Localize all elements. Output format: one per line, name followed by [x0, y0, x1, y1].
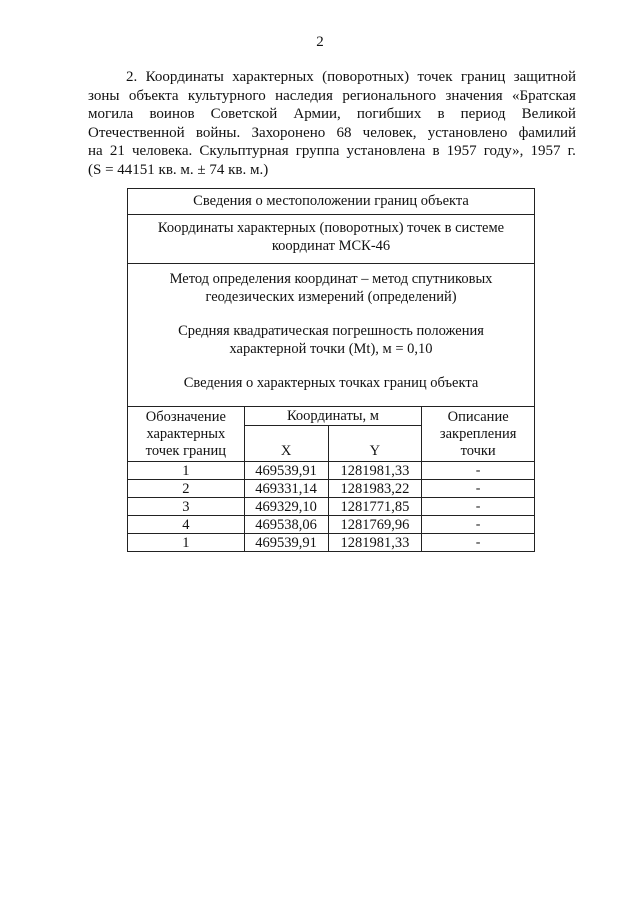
point-id: 4 — [128, 516, 245, 534]
point-x: 469538,06 — [244, 516, 328, 534]
table-row — [128, 462, 535, 480]
header-line: Обозначение — [145, 409, 226, 425]
paragraph-line — [88, 142, 576, 161]
error-line: Средняя квадратическая погрешность положения — [178, 323, 484, 339]
word: установлено — [427, 124, 508, 141]
coordinate-system-line: координат МСК-46 — [271, 238, 391, 254]
point-description: - — [422, 498, 535, 516]
page-number: 2 — [316, 34, 324, 50]
word: 1957 — [530, 143, 561, 159]
word: наследия — [275, 87, 333, 104]
point-id: 2 — [128, 480, 245, 498]
word: году», — [483, 143, 524, 159]
table-row — [128, 534, 535, 552]
y-column-header: Y — [328, 426, 422, 462]
point-description: - — [422, 534, 535, 552]
point-id: 3 — [128, 498, 245, 516]
word: Координаты — [145, 69, 224, 85]
point-x: 469331,14 — [244, 480, 328, 498]
point-description: - — [422, 462, 535, 480]
designation-column-header — [128, 407, 245, 462]
coordinate-system-line: Координаты характерных (поворотных) точек в системе — [157, 220, 505, 236]
error-line: характерной точки (Mt), м = 0,10 — [229, 341, 433, 357]
word: 1957 — [446, 143, 477, 159]
header-line: Описание — [447, 409, 509, 425]
word: значения — [445, 87, 503, 104]
point-x: 469539,91 — [244, 534, 328, 552]
table-row — [128, 516, 535, 534]
table-row — [128, 480, 535, 498]
header-line: закрепления — [439, 426, 517, 442]
point-x: 469329,10 — [244, 498, 328, 516]
word: Великой — [521, 106, 576, 122]
word: защитной — [513, 69, 576, 85]
word: установлена — [346, 143, 426, 159]
word: характерных — [232, 69, 314, 85]
point-x: 469539,91 — [244, 462, 328, 480]
point-y: 1281983,22 — [328, 480, 422, 498]
coordinate-system-cell — [128, 215, 535, 264]
word: на — [88, 143, 103, 159]
intro-paragraph — [88, 68, 576, 179]
point-y: 1281771,85 — [328, 498, 422, 516]
header-line: точки — [460, 443, 496, 459]
word: точек — [417, 69, 453, 85]
coordinates-column-header: Координаты, м — [244, 407, 422, 426]
point-y: 1281769,96 — [328, 516, 422, 534]
x-column-header: X — [244, 426, 328, 462]
location-header: Сведения о местоположении границ объекта — [128, 189, 535, 215]
paragraph-line — [88, 68, 576, 87]
word: группа — [295, 143, 340, 159]
word: культурного — [187, 87, 266, 104]
point-description: - — [422, 480, 535, 498]
word: человек, — [362, 124, 417, 141]
point-id: 1 — [128, 462, 245, 480]
points-header: Сведения о характерных точках границ объекта — [183, 375, 479, 391]
header-line: характерных — [146, 426, 226, 442]
boundary-points-table — [127, 188, 535, 552]
word: зоны — [88, 87, 120, 104]
point-y: 1281981,33 — [328, 534, 422, 552]
word: границ — [460, 69, 506, 85]
word: могила — [88, 106, 134, 122]
word: войны. — [195, 124, 241, 141]
word: 21 — [109, 143, 125, 159]
word: Отечественной — [88, 124, 185, 141]
paragraph-line — [88, 105, 576, 124]
word: человека. — [131, 143, 193, 159]
word: Захоронено — [251, 124, 326, 141]
paragraph-line — [88, 124, 576, 143]
word: регионального — [342, 87, 437, 104]
point-description: - — [422, 516, 535, 534]
method-line: Метод определения координат – метод спутниковых — [169, 271, 493, 287]
method-cell — [128, 264, 535, 407]
word: «Братская — [512, 87, 576, 104]
word: 2. — [126, 69, 138, 85]
word: объекта — [128, 87, 179, 104]
word: погибших — [356, 106, 422, 122]
word: Скульптурная — [199, 143, 289, 159]
area-statement: (S = 44151 кв. м. ± 74 кв. м.) — [88, 161, 269, 178]
description-column-header — [422, 407, 535, 462]
word: воинов — [149, 106, 195, 122]
word: Советской — [210, 106, 278, 122]
point-y: 1281981,33 — [328, 462, 422, 480]
table-row — [128, 498, 535, 516]
point-id: 1 — [128, 534, 245, 552]
word: фамилий — [518, 124, 576, 141]
paragraph-line — [88, 87, 576, 106]
word: 68 — [336, 124, 352, 141]
word: (поворотных) — [322, 69, 410, 85]
paragraph-line — [88, 161, 576, 180]
word: в — [432, 143, 440, 159]
word: Армии, — [293, 106, 341, 122]
word: г. — [567, 143, 576, 159]
method-line: геодезических измерений (определений) — [205, 289, 457, 305]
word: в — [437, 106, 445, 122]
word: период — [460, 106, 506, 122]
header-line: точек границ — [145, 443, 227, 459]
